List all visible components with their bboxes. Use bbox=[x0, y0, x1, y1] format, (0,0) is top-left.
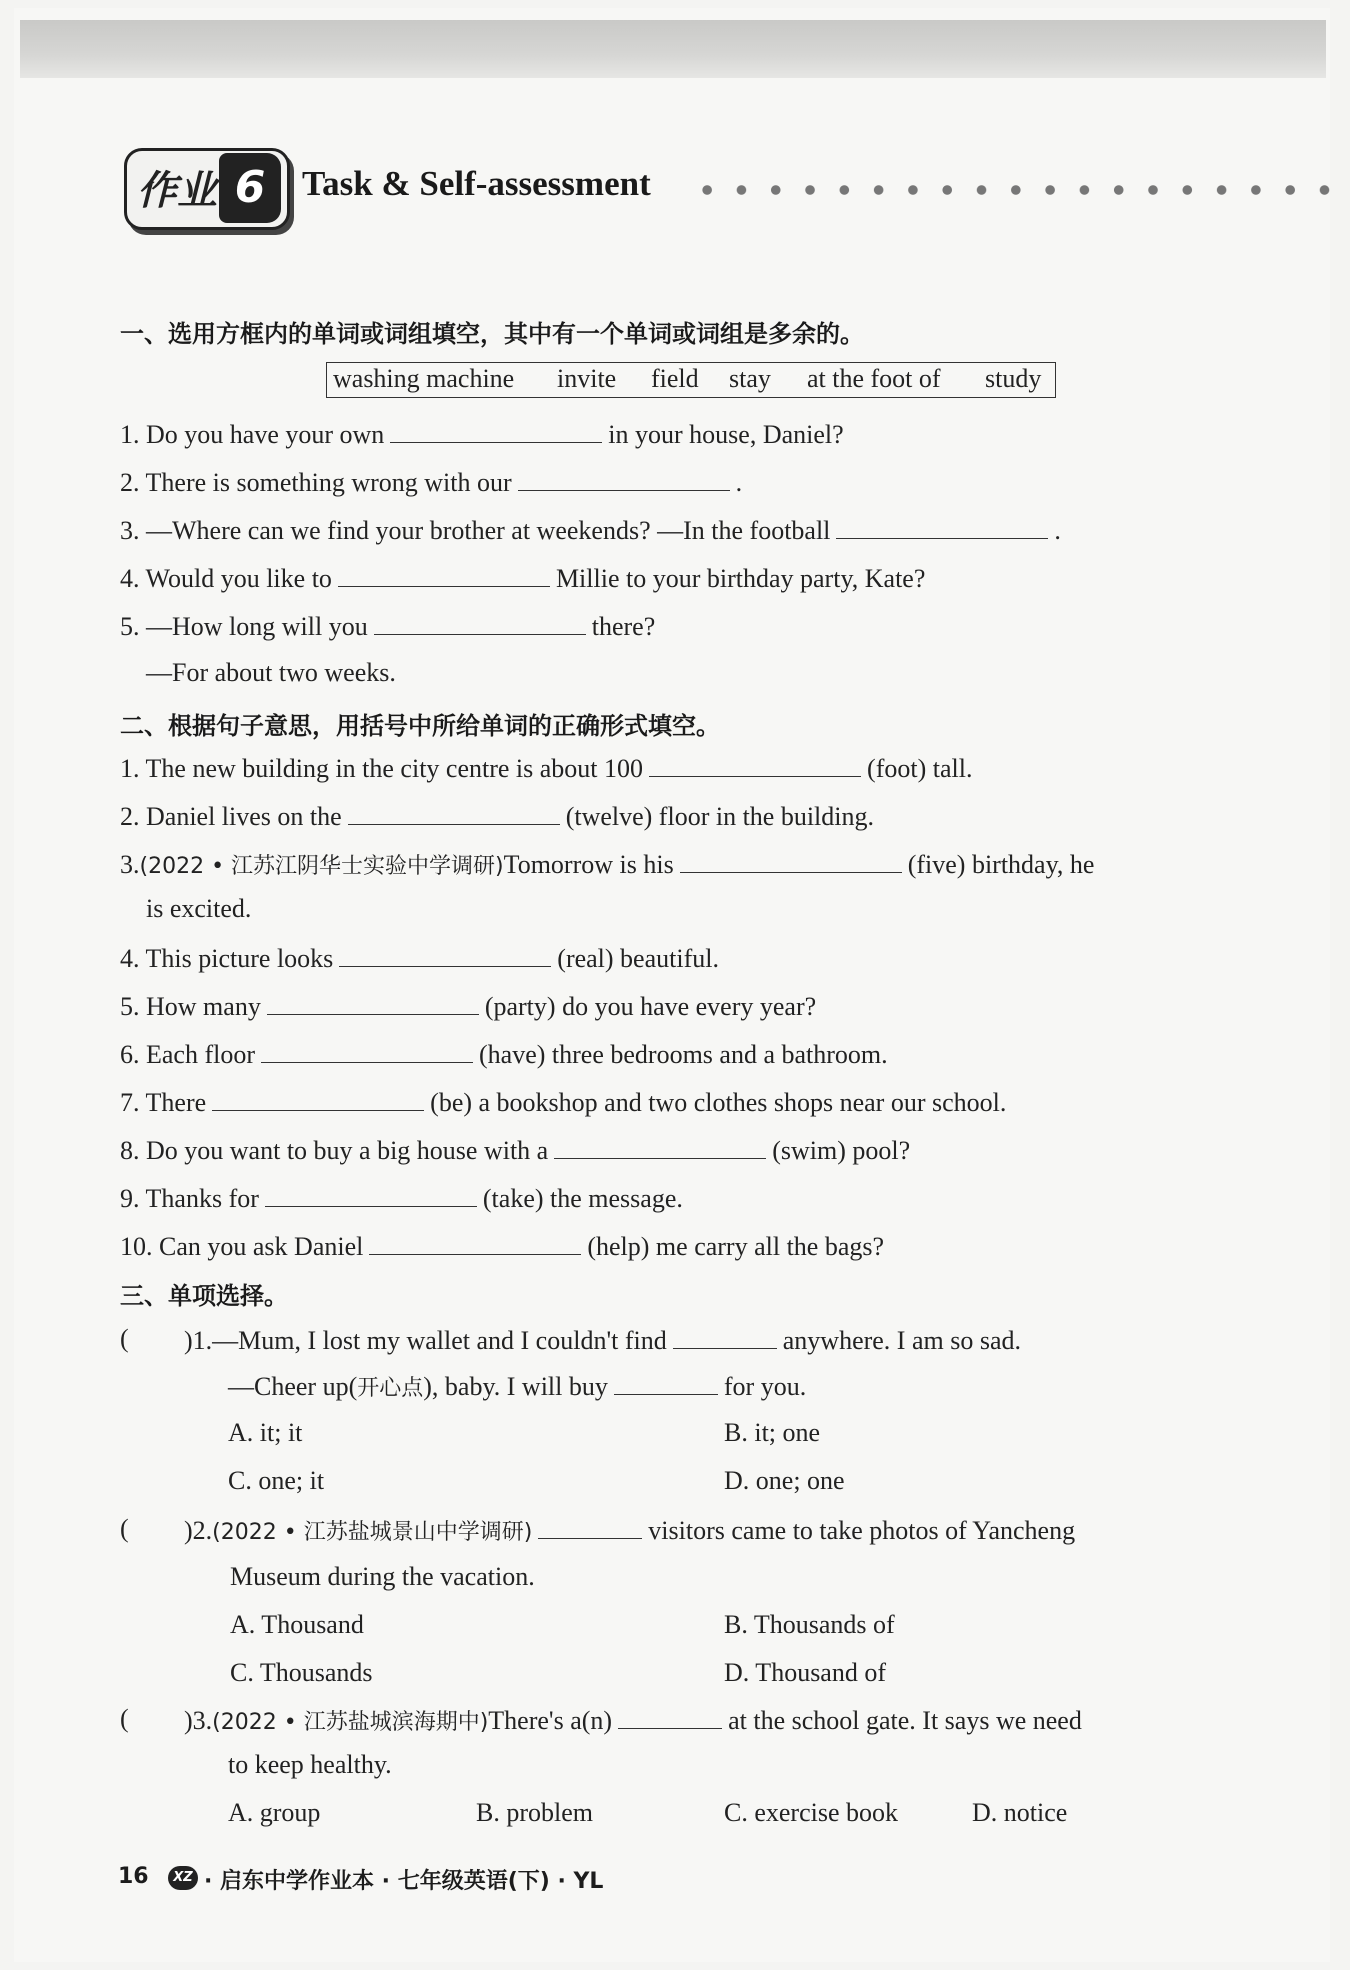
word-box-item: study bbox=[985, 364, 1042, 393]
mc-q1-line2: —Cheer up(开心点), baby. I will buy for you. bbox=[228, 1372, 807, 1401]
assignment-badge bbox=[124, 148, 290, 230]
s2-question-5: 5. How many (party) do you have every year? bbox=[120, 992, 817, 1021]
answer-blank[interactable] bbox=[614, 1370, 718, 1395]
mc-q3-line1: )3.(2022 • 江苏盐城滨海期中)There's a(n) at the school gate. It says we need bbox=[184, 1706, 1082, 1735]
s1-question-5-reply: —For about two weeks. bbox=[146, 658, 396, 687]
mc-q3-line2: to keep healthy. bbox=[228, 1750, 392, 1779]
badge-label: 作业 bbox=[137, 168, 217, 214]
s2-question-2: 2. Daniel lives on the (twelve) floor in the building. bbox=[120, 802, 875, 831]
answer-blank[interactable] bbox=[338, 562, 550, 587]
section1-heading: 一、选用方框内的单词或词组填空，其中有一个单词或词组是多余的。 bbox=[120, 320, 864, 348]
section3-heading: 三、单项选择。 bbox=[120, 1282, 288, 1310]
answer-blank[interactable] bbox=[374, 610, 586, 635]
footer-text: · 启东中学作业本 · 七年级英语(下) · YL bbox=[204, 1869, 604, 1894]
mc-q1-option-a[interactable]: A. it; it bbox=[228, 1418, 303, 1447]
s2-question-6: 6. Each floor (have) three bedrooms and a bathroom. bbox=[120, 1040, 888, 1069]
dotted-rule bbox=[690, 182, 1330, 198]
answer-blank[interactable] bbox=[680, 848, 902, 873]
s2-question-3: 3.(2022 • 江苏江阴华士实验中学调研)Tomorrow is his (five) birthday, he bbox=[120, 850, 1095, 879]
s2-question-4: 4. This picture looks (real) beautiful. bbox=[120, 944, 719, 973]
mc-q1-option-d[interactable]: D. one; one bbox=[724, 1466, 845, 1495]
mc-q2-option-b[interactable]: B. Thousands of bbox=[724, 1610, 895, 1639]
section2-heading: 二、根据句子意思，用括号中所给单词的正确形式填空。 bbox=[120, 712, 720, 740]
s1-question-1: 1. Do you have your own in your house, Daniel? bbox=[120, 420, 844, 449]
mc-q3-option-c[interactable]: C. exercise book bbox=[724, 1798, 899, 1827]
s2-question-9: 9. Thanks for (take) the message. bbox=[120, 1184, 683, 1213]
answer-blank[interactable] bbox=[212, 1086, 424, 1111]
answer-blank[interactable] bbox=[836, 514, 1048, 539]
s1-question-2: 2. There is something wrong with our . bbox=[120, 468, 743, 497]
s2-question-8: 8. Do you want to buy a big house with a (swim) pool? bbox=[120, 1136, 911, 1165]
publisher-logo-icon: XZ bbox=[168, 1866, 198, 1890]
word-box-item: at the foot of bbox=[807, 364, 941, 393]
page-title: Task & Self-assessment bbox=[302, 164, 651, 203]
answer-blank[interactable] bbox=[369, 1230, 581, 1255]
s1-question-5: 5. —How long will you there? bbox=[120, 612, 656, 641]
mc-q3-paren[interactable]: ( bbox=[120, 1704, 129, 1733]
mc-q3-option-d[interactable]: D. notice bbox=[972, 1798, 1068, 1827]
answer-blank[interactable] bbox=[261, 1038, 473, 1063]
word-box-item: invite bbox=[557, 364, 617, 393]
s1-question-4: 4. Would you like to Millie to your birthday party, Kate? bbox=[120, 564, 926, 593]
answer-blank[interactable] bbox=[649, 752, 861, 777]
answer-blank[interactable] bbox=[348, 800, 560, 825]
answer-blank[interactable] bbox=[673, 1324, 777, 1349]
answer-blank[interactable] bbox=[267, 990, 479, 1015]
word-box bbox=[326, 362, 1056, 398]
mc-q3-option-b[interactable]: B. problem bbox=[476, 1798, 593, 1827]
word-box-item: stay bbox=[729, 364, 771, 393]
answer-blank[interactable] bbox=[390, 418, 602, 443]
source-note: (2022 • 江苏江阴华士实验中学调研) bbox=[139, 854, 504, 879]
mc-q2-line1: )2.(2022 • 江苏盐城景山中学调研) visitors came to take photos of Yancheng bbox=[184, 1516, 1076, 1545]
mc-q2-option-d[interactable]: D. Thousand of bbox=[724, 1658, 887, 1687]
mc-q3-option-a[interactable]: A. group bbox=[228, 1798, 321, 1827]
answer-blank[interactable] bbox=[339, 942, 551, 967]
mc-q1-option-c[interactable]: C. one; it bbox=[228, 1466, 325, 1495]
s2-question-10: 10. Can you ask Daniel (help) me carry all the bags? bbox=[120, 1232, 885, 1261]
badge-number: 6 bbox=[219, 153, 281, 223]
s2-question-7: 7. There (be) a bookshop and two clothes shops near our school. bbox=[120, 1088, 1007, 1117]
s1-question-3: 3. —Where can we find your brother at weekends? —In the football . bbox=[120, 516, 1061, 545]
mc-q2-option-a[interactable]: A. Thousand bbox=[230, 1610, 364, 1639]
mc-q1-paren[interactable]: ( bbox=[120, 1324, 129, 1353]
mc-q2-line2: Museum during the vacation. bbox=[230, 1562, 535, 1591]
answer-blank[interactable] bbox=[538, 1514, 642, 1539]
s2-question-1: 1. The new building in the city centre is about 100 (foot) tall. bbox=[120, 754, 973, 783]
word-box-item: field bbox=[651, 364, 699, 393]
mc-q2-option-c[interactable]: C. Thousands bbox=[230, 1658, 373, 1687]
source-note: (2022 • 江苏盐城景山中学调研) bbox=[212, 1520, 533, 1545]
page-number: 16 bbox=[118, 1864, 149, 1889]
word-box-item: washing machine bbox=[333, 364, 515, 393]
mc-q2-paren[interactable]: ( bbox=[120, 1514, 129, 1543]
assignment-header bbox=[124, 148, 1334, 234]
answer-blank[interactable] bbox=[554, 1134, 766, 1159]
source-note: (2022 • 江苏盐城滨海期中) bbox=[212, 1710, 489, 1735]
mc-q1-line1: )1.—Mum, I lost my wallet and I couldn't find anywhere. I am so sad. bbox=[184, 1326, 1022, 1355]
mc-q1-option-b[interactable]: B. it; one bbox=[724, 1418, 821, 1447]
answer-blank[interactable] bbox=[518, 466, 730, 491]
s2-question-3-cont: is excited. bbox=[146, 894, 252, 923]
top-scan-band bbox=[20, 20, 1326, 78]
answer-blank[interactable] bbox=[265, 1182, 477, 1207]
page-sheet bbox=[14, 8, 1330, 1962]
answer-blank[interactable] bbox=[618, 1704, 722, 1729]
